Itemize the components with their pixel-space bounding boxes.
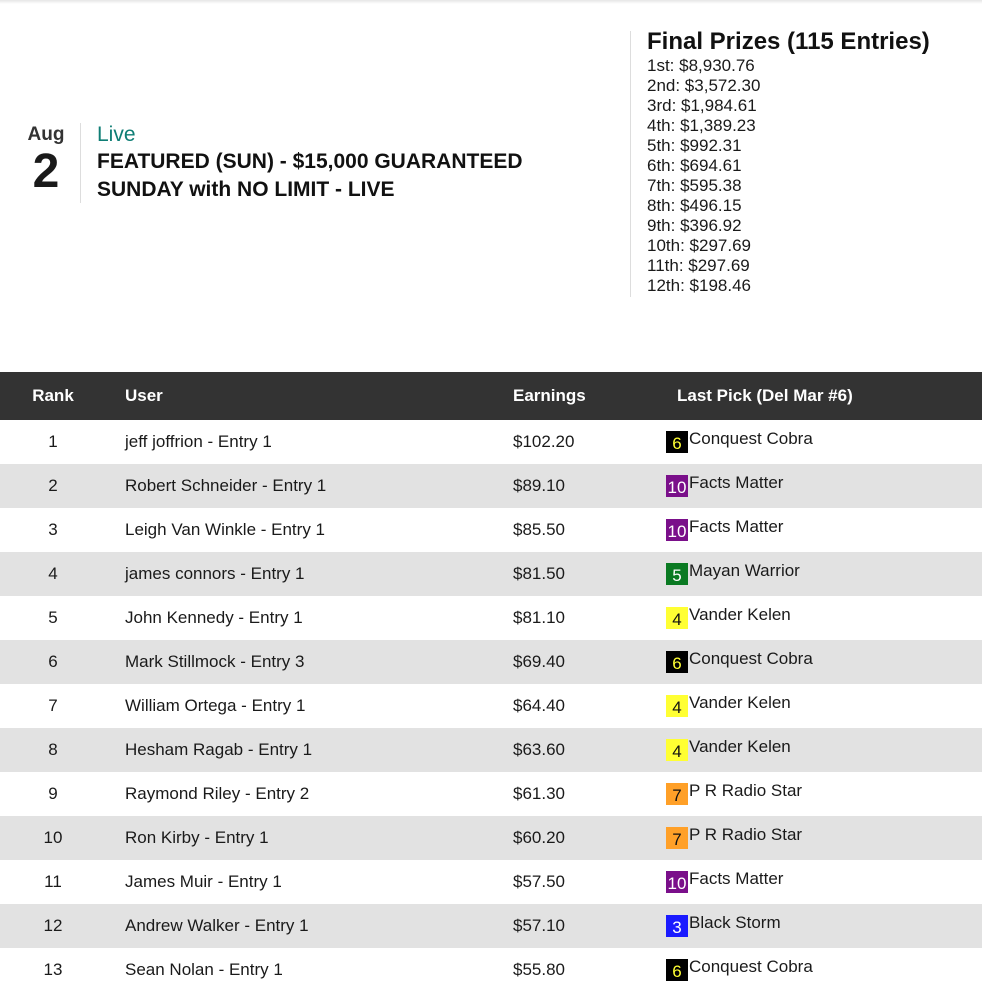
table-row[interactable] bbox=[0, 904, 982, 948]
date-divider bbox=[80, 123, 81, 203]
saddle-cloth-number-badge: 10 bbox=[666, 475, 688, 497]
horse-name: P R Radio Star bbox=[689, 781, 803, 800]
last-pick-cell bbox=[666, 431, 813, 453]
earnings-cell: $57.10 bbox=[513, 916, 565, 935]
rank-cell: 10 bbox=[43, 828, 63, 847]
prize-item: 3rd: $1,984.61 bbox=[647, 96, 757, 115]
last-pick-cell bbox=[666, 519, 783, 541]
user-cell[interactable]: Hesham Ragab - Entry 1 bbox=[125, 740, 313, 759]
saddle-cloth-number-badge: 3 bbox=[666, 915, 688, 937]
earnings-cell: $69.40 bbox=[513, 652, 565, 671]
last-pick-cell bbox=[666, 651, 813, 673]
leaderboard-table bbox=[0, 372, 982, 992]
rank-cell: 4 bbox=[48, 564, 58, 583]
user-cell[interactable]: John Kennedy - Entry 1 bbox=[125, 608, 303, 627]
rank-cell: 5 bbox=[48, 608, 58, 627]
last-pick-header[interactable]: Last Pick (Del Mar #6) bbox=[677, 386, 853, 405]
last-pick-cell bbox=[666, 563, 800, 585]
horse-name: Mayan Warrior bbox=[689, 561, 800, 580]
horse-name: Facts Matter bbox=[689, 473, 784, 492]
user-cell[interactable]: Sean Nolan - Entry 1 bbox=[125, 960, 283, 979]
prize-item: 2nd: $3,572.30 bbox=[647, 76, 761, 95]
earnings-cell: $61.30 bbox=[513, 784, 565, 803]
user-cell[interactable]: Mark Stillmock - Entry 3 bbox=[125, 652, 305, 671]
prize-item: 1st: $8,930.76 bbox=[647, 56, 755, 75]
rank-cell: 1 bbox=[48, 432, 58, 451]
saddle-cloth-number-badge: 4 bbox=[666, 739, 688, 761]
prize-item: 11th: $297.69 bbox=[647, 256, 750, 275]
user-header[interactable]: User bbox=[125, 386, 163, 405]
saddle-cloth-number-badge: 6 bbox=[666, 651, 688, 673]
saddle-cloth-number-badge: 10 bbox=[666, 871, 688, 893]
user-cell[interactable]: jeff joffrion - Entry 1 bbox=[125, 432, 272, 451]
table-row[interactable] bbox=[0, 728, 982, 772]
last-pick-cell bbox=[666, 827, 802, 849]
user-cell[interactable]: Raymond Riley - Entry 2 bbox=[125, 784, 310, 803]
saddle-cloth-number-badge: 6 bbox=[666, 431, 688, 453]
prize-item: 12th: $198.46 bbox=[647, 276, 751, 295]
horse-name: Conquest Cobra bbox=[689, 429, 813, 448]
table-row[interactable] bbox=[0, 948, 982, 992]
table-row[interactable] bbox=[0, 772, 982, 816]
earnings-cell: $81.10 bbox=[513, 608, 565, 627]
final-prizes-panel bbox=[647, 28, 930, 296]
saddle-cloth-number-badge: 7 bbox=[666, 827, 688, 849]
horse-name: Facts Matter bbox=[689, 517, 784, 536]
table-row[interactable] bbox=[0, 860, 982, 904]
earnings-cell: $81.50 bbox=[513, 564, 565, 583]
prize-item: 5th: $992.31 bbox=[647, 136, 742, 155]
event-month: Aug bbox=[27, 124, 65, 145]
earnings-cell: $60.20 bbox=[513, 828, 565, 847]
user-cell[interactable]: Robert Schneider - Entry 1 bbox=[125, 476, 327, 495]
tournament-title[interactable]: FEATURED (SUN) - $15,000 GUARANTEED SUNDAY with NO LIMIT - LIVE bbox=[97, 150, 523, 201]
horse-name: Vander Kelen bbox=[689, 737, 791, 756]
last-pick-cell bbox=[666, 783, 802, 805]
saddle-cloth-number-badge: 6 bbox=[666, 959, 688, 981]
rank-cell: 6 bbox=[48, 652, 58, 671]
horse-name: Vander Kelen bbox=[689, 693, 791, 712]
prize-item: 6th: $694.61 bbox=[647, 156, 742, 175]
horse-name: P R Radio Star bbox=[689, 825, 803, 844]
earnings-cell: $57.50 bbox=[513, 872, 565, 891]
prizes-divider bbox=[630, 31, 631, 297]
rank-cell: 11 bbox=[44, 872, 62, 891]
rank-cell: 2 bbox=[48, 476, 58, 495]
horse-name: Facts Matter bbox=[689, 869, 784, 888]
last-pick-cell bbox=[666, 475, 783, 497]
horse-name: Black Storm bbox=[689, 913, 781, 932]
last-pick-cell bbox=[666, 695, 791, 717]
earnings-cell: $102.20 bbox=[513, 432, 575, 451]
table-row[interactable] bbox=[0, 816, 982, 860]
saddle-cloth-number-badge: 4 bbox=[666, 607, 688, 629]
user-cell[interactable]: James Muir - Entry 1 bbox=[125, 872, 282, 891]
rank-cell: 3 bbox=[48, 520, 58, 539]
earnings-header[interactable]: Earnings bbox=[513, 386, 586, 405]
last-pick-cell bbox=[666, 607, 791, 629]
table-row[interactable] bbox=[0, 508, 982, 552]
last-pick-cell bbox=[666, 871, 783, 893]
user-cell[interactable]: William Ortega - Entry 1 bbox=[125, 696, 306, 715]
earnings-cell: $63.60 bbox=[513, 740, 565, 759]
table-row[interactable] bbox=[0, 552, 982, 596]
earnings-cell: $55.80 bbox=[513, 960, 565, 979]
event-date bbox=[26, 124, 66, 198]
earnings-cell: $85.50 bbox=[513, 520, 565, 539]
user-cell[interactable]: Ron Kirby - Entry 1 bbox=[125, 828, 269, 847]
rank-cell: 8 bbox=[48, 740, 58, 759]
rank-cell: 12 bbox=[43, 916, 63, 935]
prize-item: 4th: $1,389.23 bbox=[647, 116, 756, 135]
top-shadow bbox=[0, 0, 982, 4]
prizes-title: Final Prizes (115 Entries) bbox=[647, 28, 930, 55]
earnings-cell: $64.40 bbox=[513, 696, 565, 715]
saddle-cloth-number-badge: 4 bbox=[666, 695, 688, 717]
last-pick-cell bbox=[666, 915, 781, 937]
table-row[interactable] bbox=[0, 596, 982, 640]
horse-name: Conquest Cobra bbox=[689, 649, 813, 668]
prize-item: 7th: $595.38 bbox=[647, 176, 742, 195]
user-cell[interactable]: james connors - Entry 1 bbox=[125, 564, 305, 583]
prize-item: 9th: $396.92 bbox=[647, 216, 742, 235]
prizes-list bbox=[647, 56, 930, 296]
table-row[interactable] bbox=[0, 640, 982, 684]
rank-cell: 7 bbox=[48, 696, 58, 715]
rank-cell: 13 bbox=[43, 960, 63, 979]
rank-cell: 9 bbox=[48, 784, 58, 803]
table-row[interactable] bbox=[0, 684, 982, 728]
earnings-cell: $89.10 bbox=[513, 476, 565, 495]
horse-name: Conquest Cobra bbox=[689, 957, 813, 976]
table-body bbox=[0, 420, 982, 992]
last-pick-cell bbox=[666, 739, 791, 761]
event-status: Live bbox=[97, 123, 136, 146]
last-pick-cell bbox=[666, 959, 813, 981]
event-day: 2 bbox=[32, 145, 60, 198]
saddle-cloth-number-badge: 10 bbox=[666, 519, 688, 541]
saddle-cloth-number-badge: 7 bbox=[666, 783, 688, 805]
user-cell[interactable]: Andrew Walker - Entry 1 bbox=[125, 916, 309, 935]
horse-name: Vander Kelen bbox=[689, 605, 791, 624]
saddle-cloth-number-badge: 5 bbox=[666, 563, 688, 585]
table-row[interactable] bbox=[0, 420, 982, 464]
user-cell[interactable]: Leigh Van Winkle - Entry 1 bbox=[125, 520, 325, 539]
prize-item: 8th: $496.15 bbox=[647, 196, 742, 215]
prize-item: 10th: $297.69 bbox=[647, 236, 751, 255]
table-row[interactable] bbox=[0, 464, 982, 508]
table-header bbox=[0, 372, 982, 420]
rank-header[interactable]: Rank bbox=[32, 386, 74, 405]
